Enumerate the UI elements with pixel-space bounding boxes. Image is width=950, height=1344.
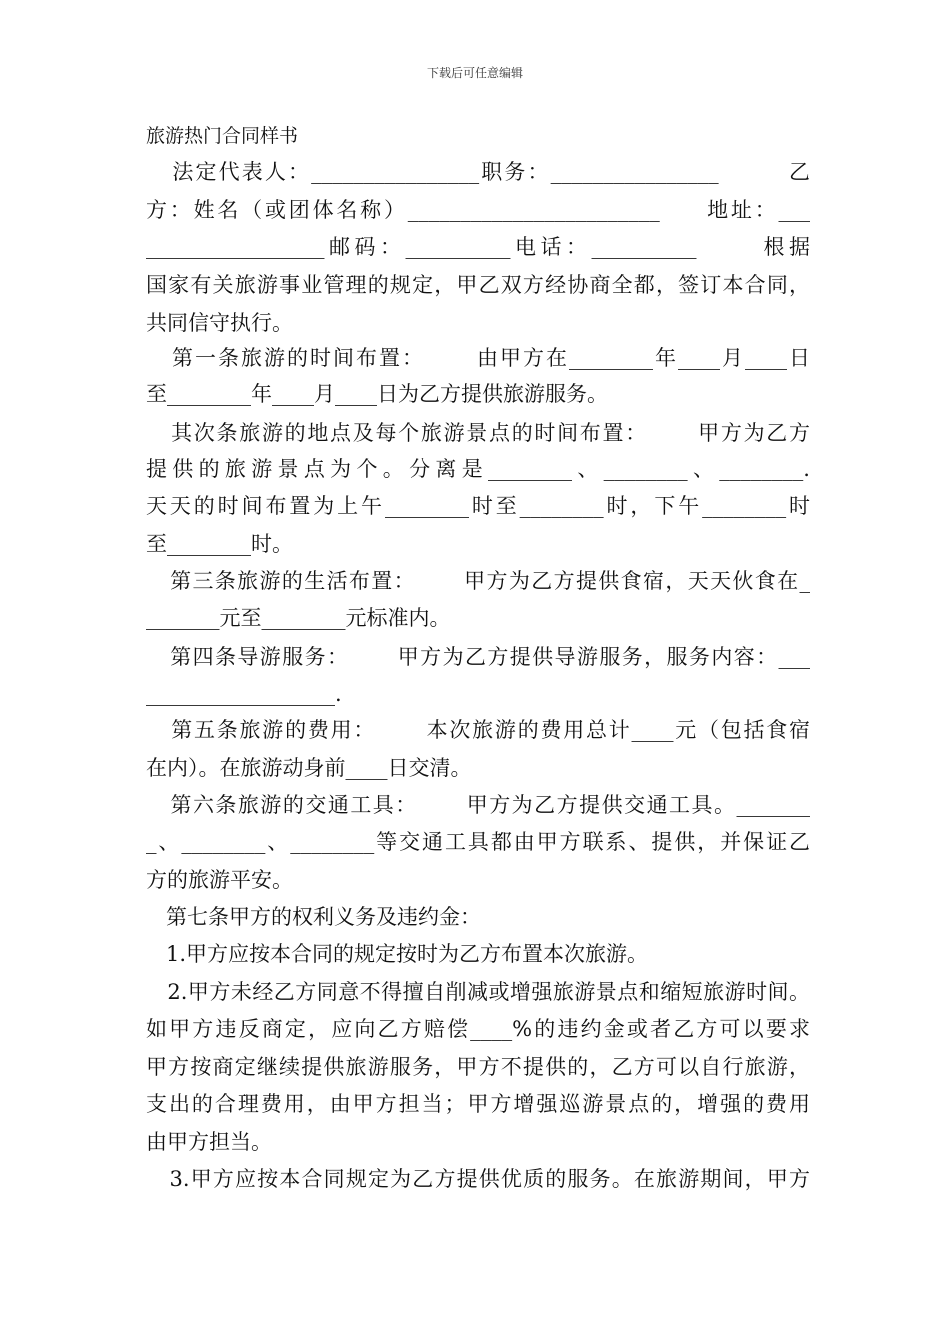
body-line: 第五条旅游的费用： 本次旅游的费用总计____元（包括食宿 <box>146 718 810 742</box>
body-line: 甲方按商定继续提供旅游服务，甲方不提供的，乙方可以自行旅游， <box>146 1055 810 1079</box>
body-line: 第七条甲方的权利义务及违约金： <box>146 905 482 929</box>
body-line: _、________、________等交通工具都由甲方联系、提供，并保证乙 <box>146 830 810 854</box>
body-line: 国家有关旅游事业管理的规定，甲乙双方经协商全都，签订本合同， <box>146 273 810 297</box>
body-line: 第三条旅游的生活布置： 甲方为乙方提供食宿，天天伙食在_ <box>146 569 810 593</box>
body-line: _______元至________元标准内。 <box>146 606 451 630</box>
body-line: 方的旅游平安。 <box>146 868 293 892</box>
body-line: 第一条旅游的时间布置： 由甲方在________年____月____日 <box>146 346 810 370</box>
body-line: 提供的旅游景点为个。分离是________、________、________. <box>146 457 810 481</box>
body-line: 第六条旅游的交通工具： 甲方为乙方提供交通工具。_______ <box>146 793 810 817</box>
body-line: 在内）。在旅游动身前____日交清。 <box>146 756 472 780</box>
body-line: 共同信守执行。 <box>146 311 293 335</box>
body-line: 1.甲方应按本合同的规定按时为乙方布置本次旅游。 <box>146 942 649 966</box>
body-line: _________________邮码：__________电话：__________ 根据 <box>146 235 810 259</box>
body-line: 至________时。 <box>146 532 293 556</box>
body-line: __________________. <box>146 682 342 706</box>
document-title: 旅游热门合同样书 <box>146 125 299 147</box>
body-line: 法定代表人：________________职务：________________ 乙 <box>146 160 810 184</box>
body-line: 天天的时间布置为上午________时至________时，下午________时 <box>146 494 810 518</box>
body-line: 方：姓名（或团体名称）________________________ 地址：___ <box>146 198 810 222</box>
body-line: 3.甲方应按本合同规定为乙方提供优质的服务。在旅游期间，甲方 <box>146 1167 810 1191</box>
page-header-note: 下载后可任意编辑 <box>426 66 523 80</box>
body-line: 其次条旅游的地点及每个旅游景点的时间布置： 甲方为乙方 <box>146 421 810 445</box>
body-line: 至________年____月____日为乙方提供旅游服务。 <box>146 382 608 406</box>
body-line: 由甲方担当。 <box>146 1130 272 1154</box>
body-line: 第四条导游服务： 甲方为乙方提供导游服务，服务内容：___ <box>146 645 810 669</box>
body-line: 支出的合理费用，由甲方担当；甲方增强巡游景点的，增强的费用 <box>146 1092 810 1116</box>
body-line: 如甲方违反商定，应向乙方赔偿____%的违约金或者乙方可以要求 <box>146 1017 810 1041</box>
body-line: 2.甲方未经乙方同意不得擅自削减或增强旅游景点和缩短旅游时间。 <box>146 980 810 1004</box>
